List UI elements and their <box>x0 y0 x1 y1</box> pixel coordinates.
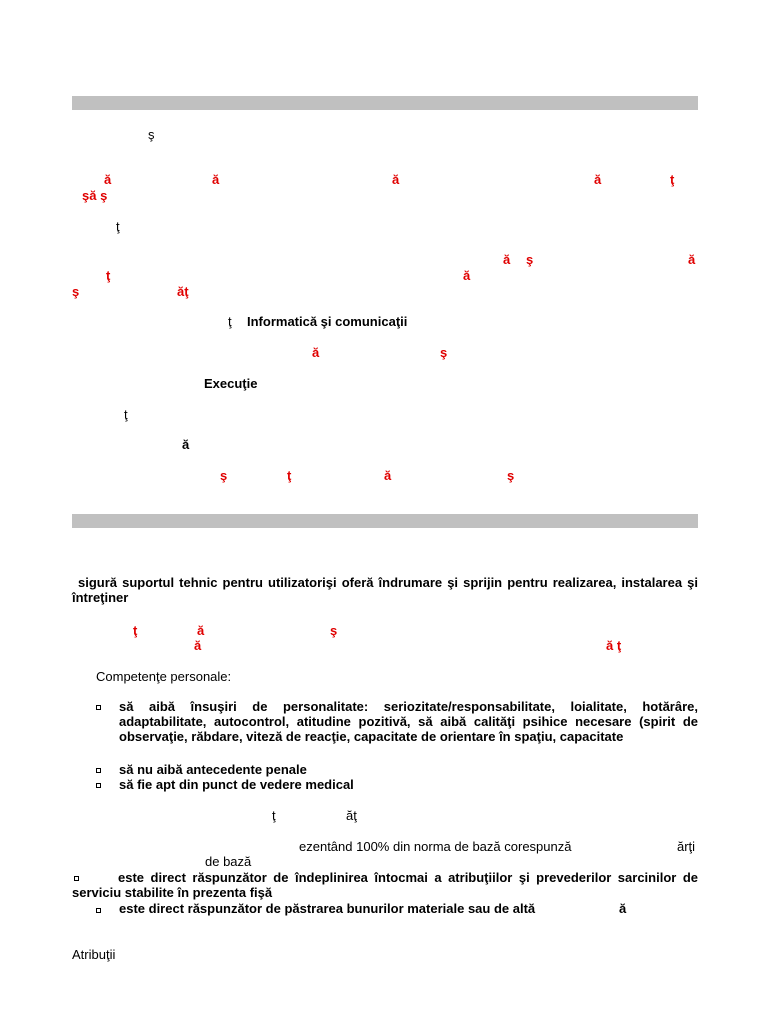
red-fragment: ă <box>594 172 602 187</box>
red-fragment: ş <box>220 468 228 483</box>
red-fragment: ă <box>104 172 112 187</box>
text-fragment: ţ <box>124 407 128 422</box>
bullet-icon <box>96 705 101 710</box>
red-fragment: ă <box>212 172 220 187</box>
red-fragment: şă ş <box>82 188 108 203</box>
text-fragment: ş <box>148 127 155 142</box>
list-item: să aibă însuşiri de personalitate: seriozitate/responsabilitate, loialitate, hotărâre, adaptabilitate, autocontrol, atitudine pozitivă, să aibă calităţi psihice necesare (spirit de observaţie, răbdare, viteză de reacţie, capacitate de orientare în spaţiu, capacitate <box>119 699 698 744</box>
red-fragment: ă <box>392 172 400 187</box>
red-fragment: ăţ <box>177 284 189 299</box>
text-fragment: de bază <box>205 854 252 869</box>
bullet-icon <box>96 783 101 788</box>
responsibility-item: este direct răspunzător de îndeplinirea întocmai a atribuţiilor şi prevederilor sarcinilor de serviciu stabilite în prezenta fişă <box>72 870 698 900</box>
text-fragment: ă <box>619 901 627 916</box>
text-fragment: ăţ <box>346 808 357 823</box>
red-fragment: ă ţ <box>606 638 622 653</box>
duties-heading: Atribuţii <box>72 947 116 962</box>
red-fragment: ţ <box>133 623 138 638</box>
responsibility-item: este direct răspunzător de păstrarea bunurilor materiale sau de altă <box>119 901 536 916</box>
red-fragment: ă <box>503 252 511 267</box>
red-fragment: ţ <box>670 172 675 187</box>
salary-text: ezentând 100% din norma de bază corespunză <box>299 839 572 854</box>
list-item: să nu aibă antecedente penale <box>119 762 307 777</box>
red-fragment: ă <box>688 252 696 267</box>
red-fragment: ă <box>463 268 471 283</box>
section-header-bar <box>72 514 698 528</box>
list-item: să fie apt din punct de vedere medical <box>119 777 354 792</box>
red-fragment: ş <box>507 468 515 483</box>
red-fragment: ă <box>312 345 320 360</box>
section-header-bar <box>72 96 698 110</box>
red-fragment: ţ <box>106 268 111 283</box>
bullet-icon <box>96 908 101 913</box>
position-type: Execuţie <box>204 376 258 391</box>
department-name: Informatică şi comunicaţii <box>247 314 408 329</box>
text-fragment: ţ <box>228 314 232 329</box>
red-fragment: ă <box>194 638 202 653</box>
competencies-heading: Competenţe personale: <box>96 669 232 684</box>
red-fragment: ş <box>330 623 338 638</box>
red-fragment: ş <box>526 252 534 267</box>
bullet-icon <box>96 768 101 773</box>
red-fragment: ţ <box>287 468 292 483</box>
red-fragment: ş <box>72 284 80 299</box>
text-fragment: ă <box>182 437 190 452</box>
red-fragment: ă <box>384 468 392 483</box>
role-summary: sigură suportul tehnic pentru utilizatorişi oferă îndrumare şi sprijin pentru realizarea, instalarea şi întreţiner <box>72 575 698 605</box>
red-fragment: ă <box>197 623 205 638</box>
text-fragment: ţ <box>116 219 120 234</box>
red-fragment: ş <box>440 345 448 360</box>
text-fragment: ărţi <box>677 839 696 854</box>
text-fragment: ţ <box>272 808 276 823</box>
